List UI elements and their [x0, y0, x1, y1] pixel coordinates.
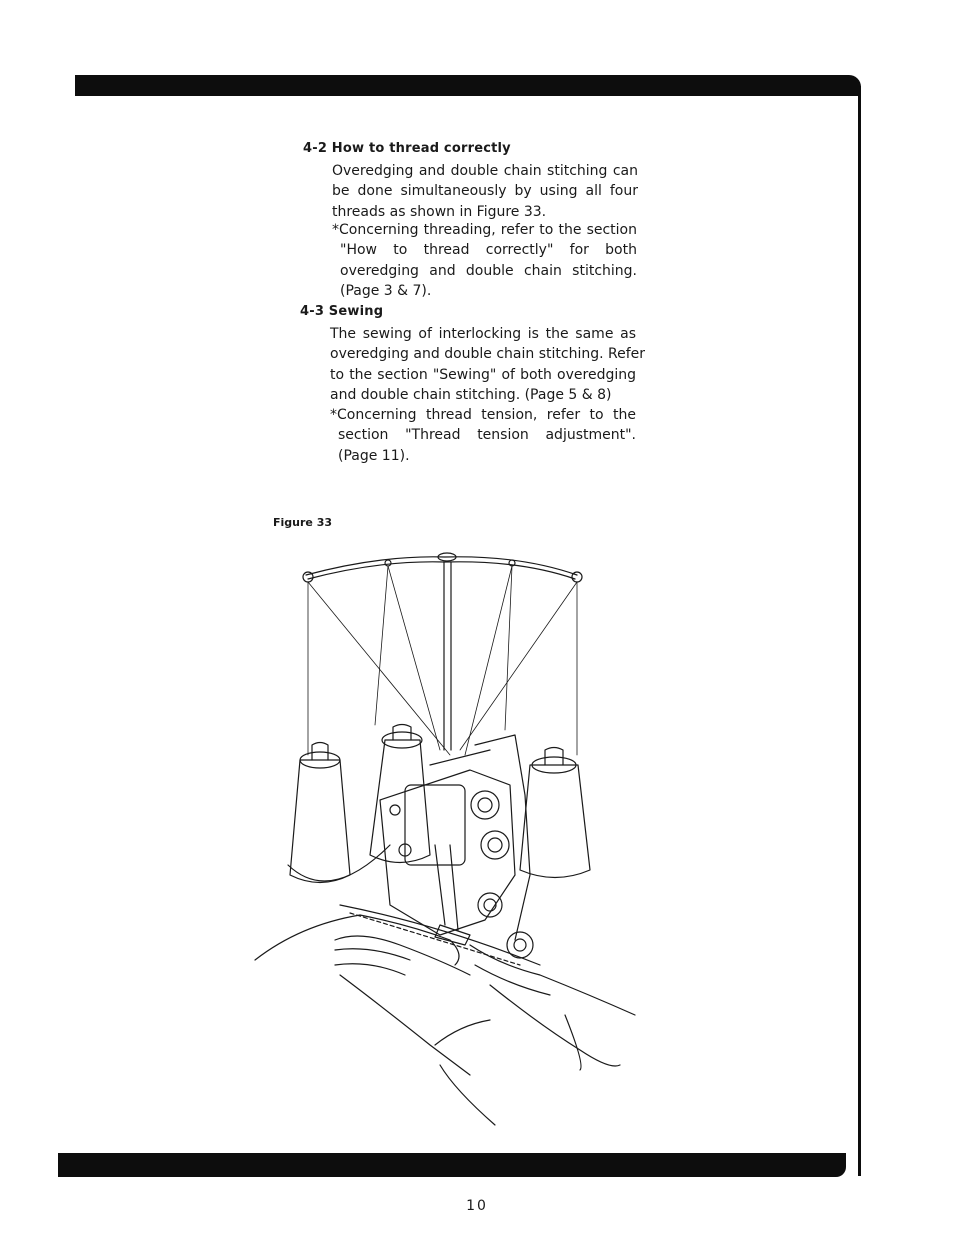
text-line: (Page 11).	[338, 447, 410, 464]
page-number: 10	[466, 1198, 488, 1214]
section-heading-how-to-thread: 4-2 How to thread correctly	[303, 141, 511, 156]
text-line: (Page 3 & 7).	[340, 282, 432, 299]
text-line: The sewing of interlocking is the same as	[330, 326, 636, 342]
threading-paragraph	[332, 161, 638, 222]
text-line: *Concerning threading, refer to the section	[332, 222, 637, 238]
section-heading-sewing: 4-3 Sewing	[300, 304, 384, 319]
sewing-paragraph	[330, 324, 646, 405]
text-line: to the section "Sewing" of both overedging	[330, 366, 636, 383]
text-line: *Concerning thread tension, refer to the	[330, 407, 636, 423]
right-border-rule	[858, 86, 861, 1176]
text-line: overedging and double chain stitching.	[340, 262, 637, 279]
threads	[308, 566, 577, 755]
text-line: section "Thread tension adjustment".	[338, 427, 636, 444]
bottom-black-bar	[58, 1153, 846, 1177]
text-line: be done simultaneously by using all four	[332, 183, 638, 200]
text-line: threads as shown in Figure 33.	[332, 203, 547, 220]
text-line: Overedging and double chain stitching can	[332, 163, 638, 179]
serger-threading-illustration	[240, 545, 660, 1135]
text-line: overedging and double chain stitching. Refer	[330, 346, 646, 363]
figure-label: Figure 33	[273, 516, 333, 529]
hands	[255, 915, 635, 1125]
thread-stand	[303, 553, 582, 750]
top-black-bar	[75, 75, 861, 96]
sewing-note	[330, 405, 636, 466]
threading-note	[332, 220, 637, 301]
text-line: "How to thread correctly" for both	[340, 242, 637, 259]
thread-cones	[288, 725, 590, 883]
text-line: and double chain stitching. (Page 5 & 8)	[330, 386, 612, 403]
